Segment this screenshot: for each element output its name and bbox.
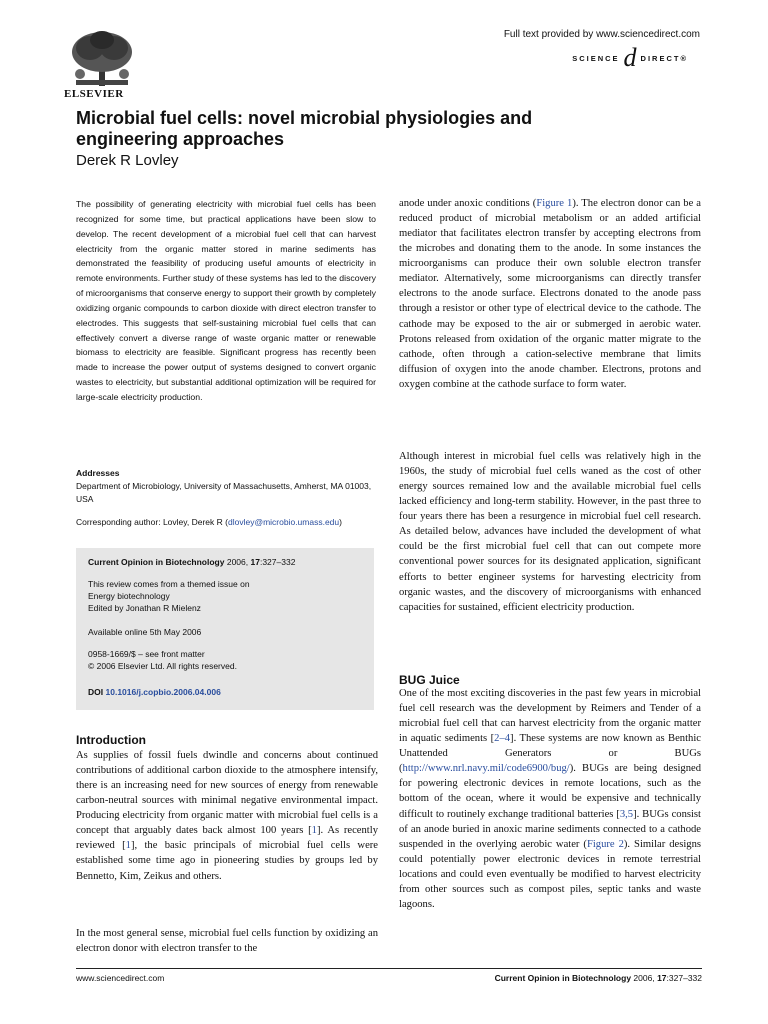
publisher-name: ELSEVIER — [64, 88, 124, 100]
sd-left-text: SCIENCE — [572, 53, 620, 63]
doi-label: DOI — [88, 687, 104, 697]
bug-juice-heading: BUG Juice — [399, 673, 460, 687]
addresses-text: Department of Microbiology, University of Massachusetts, Amherst, MA 01003, USA — [76, 481, 372, 504]
tree-icon — [66, 30, 138, 88]
bug-juice-paragraph — [399, 686, 701, 912]
sd-at-icon: d — [623, 43, 637, 72]
sd-right-text: DIRECT® — [640, 53, 688, 63]
infobox-year: 2006, — [226, 557, 249, 567]
introduction-paragraph-1 — [76, 748, 378, 884]
author-email-link[interactable]: dlovley@microbio.umass.edu — [227, 517, 340, 527]
infobox-issn — [88, 648, 237, 672]
corresponding-author — [76, 517, 386, 527]
infobox-pages: :327–332 — [259, 557, 296, 567]
footer-journal: Current Opinion in Biotechnology — [494, 973, 632, 983]
full-text-notice[interactable]: Full text provided by www.sciencedirect.com — [503, 29, 700, 40]
infobox-citation — [88, 556, 295, 568]
infobox-available-date: Available online 5th May 2006 — [88, 627, 202, 637]
infobox-review-info — [88, 578, 250, 614]
footer-pages: :327–332 — [666, 973, 702, 983]
intro-text-a: As supplies of fossil fuels dwindle and concerns about continued contributions of additional carbon dioxide to the atmosphere intensify, there is an increasing need for new sources of energy from renewable carbon-neutral sources with minimal negative environmental impact. Producing electricity from organic matter with microbial fuel cells is a concept that arguably dates back almost 100 years [ — [76, 750, 378, 837]
infobox-volume: 17 — [250, 557, 260, 567]
reference-link[interactable]: 2–4 — [494, 733, 511, 745]
addresses-heading: Addresses — [76, 468, 120, 478]
intro-text-b: ]. As recently reviewed [ — [76, 825, 378, 852]
doi-link[interactable]: 10.1016/j.copbio.2006.04.006 — [105, 687, 221, 697]
right-paragraph-2: Although interest in microbial fuel cells was relatively high in the 1960s, the study of microbial fuel cells waned as the cost of other energy sources remained low and the available microbial fuel cells lacked efficiency and long-term stability. However, in the past three to four years there has been a resurgence in microbial fuel cell research. As detailed below, advances have included the development of what could be the first microbial fuel cell that can out compete more conventional power sources for its designated application, significant efforts to better engineer systems for harvesting electricity from organic wastes, and the discovery of microorganisms with enhanced capacities for sustained, efficient electricity production. — [399, 451, 701, 613]
introduction-paragraph-2: In the most general sense, microbial fuel cells function by oxidizing an electron donor with electron transfer to the — [76, 928, 378, 955]
bug-text-e: ). Similar designs could potentially power electronic devices in remote terrestrial locations and could even eventually be modified to harvest electricity from other sources such as compost piles, septic tanks and waste lagoons. — [399, 838, 701, 910]
right-text-a: anode under anoxic conditions ( — [399, 198, 537, 209]
corresponding-suffix: ) — [339, 517, 342, 527]
right-paragraph-1 — [399, 196, 701, 392]
article-author: Derek R Lovley — [76, 152, 179, 169]
bug-text-b: ]. These systems are now known as Benthic Unattended Generators or BUGs ( — [399, 733, 701, 775]
bug-text-a: One of the most exciting discoveries in the past few years in microbial fuel cell research was the development by Reimers and Tender of a microbial fuel cell that can harvest electricity from the organic matter in aquatic sediments [ — [399, 688, 701, 745]
reference-link[interactable]: 1 — [311, 825, 317, 837]
intro-text-c: ], the basic principals of microbial fuel cells were established some time ago in pioneering studies by groups led by Bennetto, Kim, Zeikus and others. — [76, 840, 379, 882]
footer-divider — [76, 968, 702, 969]
infobox-journal: Current Opinion in Biotechnology — [88, 557, 225, 567]
reference-link[interactable]: 1 — [125, 840, 131, 852]
corresponding-prefix: Corresponding author: Lovley, Derek R ( — [76, 517, 228, 527]
footer-year: 2006, — [633, 973, 655, 983]
right-text-b: ). The electron donor can be a reduced product of microbial metabolism or an added artificial mediator that facilitates electron transfer by accepting electrons from the microbes and donating them to the anode. In some instances the microorganisms can produce their own soluble electron transfer mediator. Alternatively, some microorganisms can directly transfer electrons to the anode surface. Electrons donated to the anode pass through a resistor or other type of electrical device to the cathode. The cathode may be exposed to the air or submerged in aerobic water. Protons released from oxidation of the organic matter migrate to the cathode, often through a cation-selective membrane that limits diffusion of oxygen into the anode chamber. Electrons, protons and oxygen combine at the cathode surface to form water. — [399, 198, 702, 390]
figure-1-link[interactable]: Figure 1 — [536, 198, 573, 209]
bug-text-d: ]. BUGs consist of an anode buried in anoxic marine sediments connected to a cathode suspended in the overlying aerobic water ( — [399, 808, 701, 850]
review-line-1: This review comes from a themed issue on — [88, 579, 250, 589]
footer-volume: 17 — [657, 973, 667, 983]
abstract: The possibility of generating electricity with microbial fuel cells has been recognized for some time, but practical applications have been slow to develop. The recent development of a microbial fuel cell that can harvest electricity from the organic matter stored in marine sediments has demonstrated the feasibility of producing useful amounts of electricity in remote environments. Further study of these systems has led to the discovery of microorganisms that conserve energy to support their growth by completely oxidizing organic compounds to carbon dioxide with direct electron transfer to electrodes. This suggests that self-sustaining microbial fuel cells that can effectively convert a diverse range of waste organic matter or renewable biomass to electricity are feasible. Significant progress has recently been made to increase the power output of systems designed to convert organic wastes to electricity, but substantial additional optimization will be required for large-scale electricity production. — [76, 199, 376, 402]
article-title: Microbial fuel cells: novel microbial physiologies and engineering approaches — [76, 108, 533, 149]
bug-text-c: ). BUGs are being designed for powering electronic devices in remote locations, such as the bottom of the ocean, where it would be expensive and technically difficult to routinely exchange traditional batteries [ — [399, 763, 701, 820]
reference-link[interactable]: 3,5 — [619, 808, 634, 820]
infobox-doi — [88, 686, 221, 698]
footer-website[interactable]: www.sciencedirect.com — [76, 973, 165, 983]
review-line-3: Edited by Jonathan R Mielenz — [88, 603, 201, 613]
issn-line: 0958-1669/$ – see front matter — [88, 649, 205, 659]
copyright-line: © 2006 Elsevier Ltd. All rights reserved. — [88, 661, 237, 671]
introduction-heading: Introduction — [76, 733, 146, 747]
bug-url-link[interactable]: http://www.nrl.navy.mil/code6900/bug/ — [402, 763, 570, 775]
figure-2-link[interactable]: Figure 2 — [586, 838, 624, 850]
footer-citation — [495, 973, 702, 983]
review-line-2: Energy biotechnology — [88, 591, 170, 601]
sciencedirect-logo[interactable] — [572, 43, 688, 72]
